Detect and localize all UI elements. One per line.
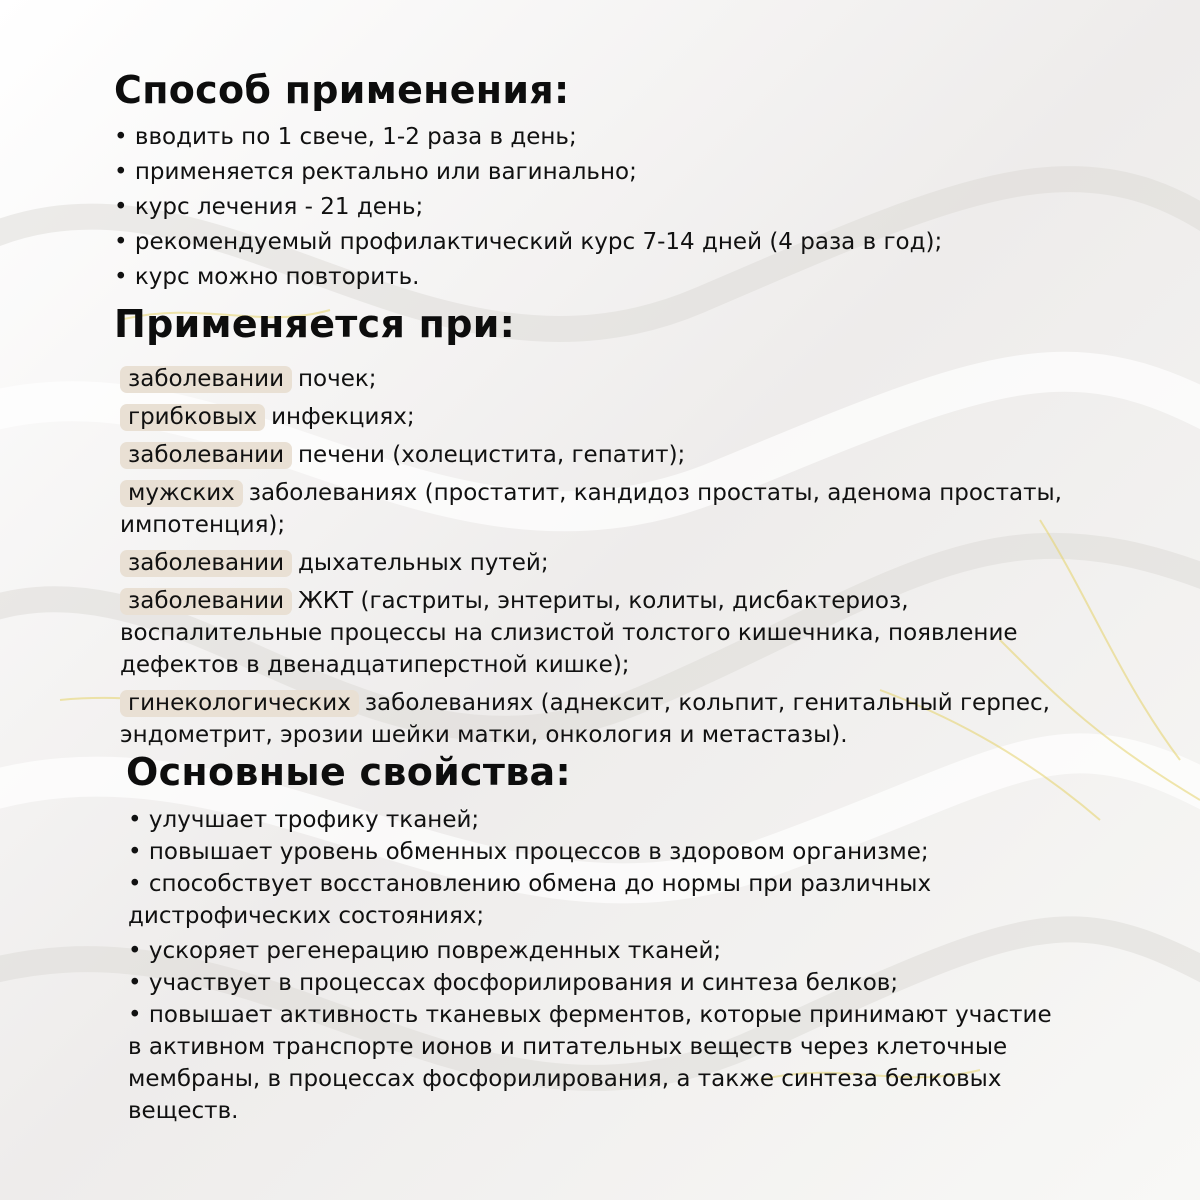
usage-list (114, 120, 942, 295)
usage-title: Способ применения: (114, 68, 570, 112)
list-item: • рекомендуемый профилактический курс 7-14 дней (4 раза в год); (114, 225, 942, 260)
condition-text: заболеваниях (простатит, кандидоз простаты, аденома простаты, импотенция); (120, 480, 1062, 538)
indications-list (120, 363, 1080, 757)
condition-tag: мужских (120, 480, 243, 507)
condition-text: дыхательных путей; (298, 550, 549, 576)
list-item (120, 401, 1080, 433)
list-item: • применяется ректально или вагинально; (114, 155, 942, 190)
list-item: • участвует в процессах фосфорилирования и синтеза белков; (128, 967, 1068, 999)
list-item: • улучшает трофику тканей; (128, 804, 1068, 836)
list-item (120, 687, 1080, 751)
condition-tag: заболевании (120, 588, 292, 615)
condition-tag: грибковых (120, 404, 265, 431)
list-item (120, 477, 1080, 541)
properties-title: Основные свойства: (126, 750, 571, 794)
indications-title: Применяется при: (114, 302, 516, 346)
condition-tag: гинекологических (120, 690, 359, 717)
list-item (120, 439, 1080, 471)
condition-tag: заболевании (120, 366, 292, 393)
list-item (120, 363, 1080, 395)
condition-tag: заболевании (120, 442, 292, 469)
condition-tag: заболевании (120, 550, 292, 577)
condition-text: печени (холецистита, гепатит); (298, 442, 686, 468)
list-item: • ускоряет регенерацию поврежденных тканей; (128, 935, 1068, 967)
condition-text: инфекциях; (271, 404, 415, 430)
properties-list (128, 804, 1068, 1130)
condition-text: почек; (298, 366, 377, 392)
list-item: • курс лечения - 21 день; (114, 190, 942, 225)
list-item: • вводить по 1 свече, 1-2 раза в день; (114, 120, 942, 155)
list-item: • повышает активность тканевых ферментов, которые принимают участие в активном транспорте ионов и питательных веществ через клеточные мембраны, в процессах фосфорилирования, а также синтеза белковых веществ. (128, 999, 1068, 1127)
list-item: • способствует восстановлению обмена до нормы при различных дистрофических состояниях; (128, 868, 1068, 932)
condition-text: заболеваниях (аднексит, кольпит, генитальный герпес, эндометрит, эрозии шейки матки, онкология и метастазы). (120, 690, 1050, 748)
condition-text: ЖКТ (гастриты, энтериты, колиты, дисбактериоз, воспалительные процессы на слизистой толстого кишечника, появление дефектов в двенадцатиперстной кишке); (120, 588, 1018, 678)
list-item: • повышает уровень обменных процессов в здоровом организме; (128, 836, 1068, 868)
list-item: • курс можно повторить. (114, 260, 942, 295)
list-item (120, 585, 1080, 681)
list-item (120, 547, 1080, 579)
